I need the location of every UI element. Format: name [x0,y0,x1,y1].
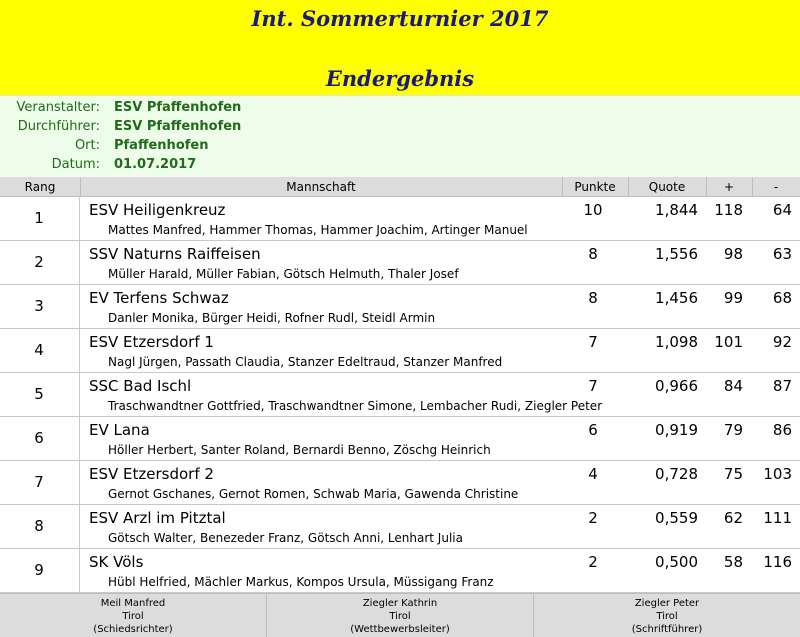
column-header-mannschaft: Mannschaft [286,180,356,194]
table-row [0,241,800,285]
team-members: Höller Herbert, Santer Roland, Bernardi Benno, Zöschg Heinrich [108,443,491,457]
rank-cell [0,329,80,372]
info-label: Veranstalter: [16,100,100,115]
team-members: Müller Harald, Müller Fabian, Götsch Helmuth, Thaler Josef [108,267,459,281]
minus-value: 87 [772,377,792,395]
results-table-header [0,177,800,197]
points-value: 8 [588,245,598,263]
plus-value: 75 [723,465,743,483]
table-row [0,549,800,593]
official-secretary [534,597,800,637]
quote-value: 0,966 [655,377,698,395]
quote-value: 0,559 [655,509,698,527]
minus-value: 63 [772,245,792,263]
rank-value: 6 [34,429,44,447]
table-row [0,285,800,329]
minus-value: 64 [772,201,792,219]
column-header-plus: + [723,180,735,194]
points-value: 2 [588,553,598,571]
quote-value: 1,456 [655,289,698,307]
title-banner [0,0,800,95]
table-row [0,373,800,417]
quote-value: 1,844 [655,201,698,219]
rank-value: 5 [34,385,44,403]
column-header-rang: Rang [24,180,56,194]
points-value: 8 [588,289,598,307]
plus-value: 84 [723,377,743,395]
minus-value: 116 [763,553,792,571]
table-row [0,461,800,505]
official-region: Tirol [389,611,411,622]
column-header-punkte: Punkte [574,180,616,194]
rank-value: 2 [34,253,44,271]
rank-cell [0,373,80,416]
team-members: Mattes Manfred, Hammer Thomas, Hammer Joachim, Artinger Manuel [108,223,528,237]
plus-value: 101 [714,333,743,351]
table-row [0,329,800,373]
official-name: Ziegler Peter [634,598,700,609]
table-row [0,505,800,549]
quote-value: 1,556 [655,245,698,263]
official-region: Tirol [656,611,678,622]
column-header-minus: - [773,180,779,194]
points-value: 6 [588,421,598,439]
team-members: Traschwandtner Gottfried, Traschwandtner Simone, Lembacher Rudi, Ziegler Peter [108,399,603,413]
rank-cell [0,549,80,592]
info-label: Datum: [51,157,100,172]
plus-value: 58 [723,553,743,571]
plus-value: 62 [723,509,743,527]
official-referee [0,597,266,637]
rank-value: 7 [34,473,44,491]
rank-cell [0,505,80,548]
rank-cell [0,417,80,460]
info-value: 01.07.2017 [114,157,197,172]
team-name: SSV Naturns Raiffeisen [89,245,261,263]
team-name: EV Lana [89,421,150,439]
rank-cell [0,285,80,328]
official-competition-director [267,597,533,637]
plus-value: 99 [723,289,743,307]
points-value: 10 [583,201,603,219]
page-title: Int. Sommerturnier 2017 [251,6,549,31]
column-header-quote: Quote [648,180,686,194]
official-role: (Wettbewerbsleiter) [350,624,450,635]
official-role: (Schiedsrichter) [93,624,173,635]
team-members: Danler Monika, Bürger Heidi, Rofner Rudl, Steidl Armin [108,311,436,325]
table-row [0,197,800,241]
quote-value: 0,500 [655,553,698,571]
table-row [0,417,800,461]
info-value: ESV Pfaffenhofen [114,119,242,134]
points-value: 4 [588,465,598,483]
points-value: 2 [588,509,598,527]
rank-value: 4 [34,341,44,359]
info-label: Ort: [74,138,100,153]
team-members: Hübl Helfried, Mächler Markus, Kompos Ursula, Müssigang Franz [108,575,494,589]
info-row-date [0,155,800,174]
info-row-executor [0,117,800,136]
officials-footer [0,593,800,637]
team-name: ESV Etzersdorf 1 [89,333,214,351]
plus-value: 98 [723,245,743,263]
plus-value: 118 [714,201,743,219]
team-name: ESV Heiligenkreuz [89,201,226,219]
rank-cell [0,461,80,504]
page-subtitle: Endergebnis [325,66,475,91]
minus-value: 111 [763,509,792,527]
minus-value: 103 [763,465,792,483]
info-row-location [0,136,800,155]
minus-value: 86 [772,421,792,439]
plus-value: 79 [723,421,743,439]
minus-value: 92 [772,333,792,351]
event-info [0,95,800,177]
team-members: Gernot Gschanes, Gernot Romen, Schwab Maria, Gawenda Christine [108,487,519,501]
minus-value: 68 [772,289,792,307]
team-name: ESV Etzersdorf 2 [89,465,214,483]
official-role: (Schriftführer) [631,624,703,635]
team-members: Götsch Walter, Benezeder Franz, Götsch Anni, Lenhart Julia [108,531,463,545]
official-region: Tirol [122,611,144,622]
team-members: Nagl Jürgen, Passath Claudia, Stanzer Edeltraud, Stanzer Manfred [108,355,503,369]
rank-cell [0,197,80,240]
rank-value: 1 [34,209,44,227]
official-name: Meil Manfred [100,598,166,609]
team-name: EV Terfens Schwaz [89,289,229,307]
quote-value: 0,919 [655,421,698,439]
team-name: SK Völs [89,553,144,571]
info-value: ESV Pfaffenhofen [114,100,242,115]
team-name: ESV Arzl im Pitztal [89,509,226,527]
official-name: Ziegler Kathrin [362,598,438,609]
info-value: Pfaffenhofen [114,138,209,153]
rank-value: 9 [34,561,44,579]
info-label: Durchführer: [17,119,100,134]
quote-value: 0,728 [655,465,698,483]
rank-cell [0,241,80,284]
info-row-organizer [0,98,800,117]
rank-value: 8 [34,517,44,535]
team-name: SSC Bad Ischl [89,377,192,395]
points-value: 7 [588,377,598,395]
points-value: 7 [588,333,598,351]
quote-value: 1,098 [655,333,698,351]
rank-value: 3 [34,297,44,315]
